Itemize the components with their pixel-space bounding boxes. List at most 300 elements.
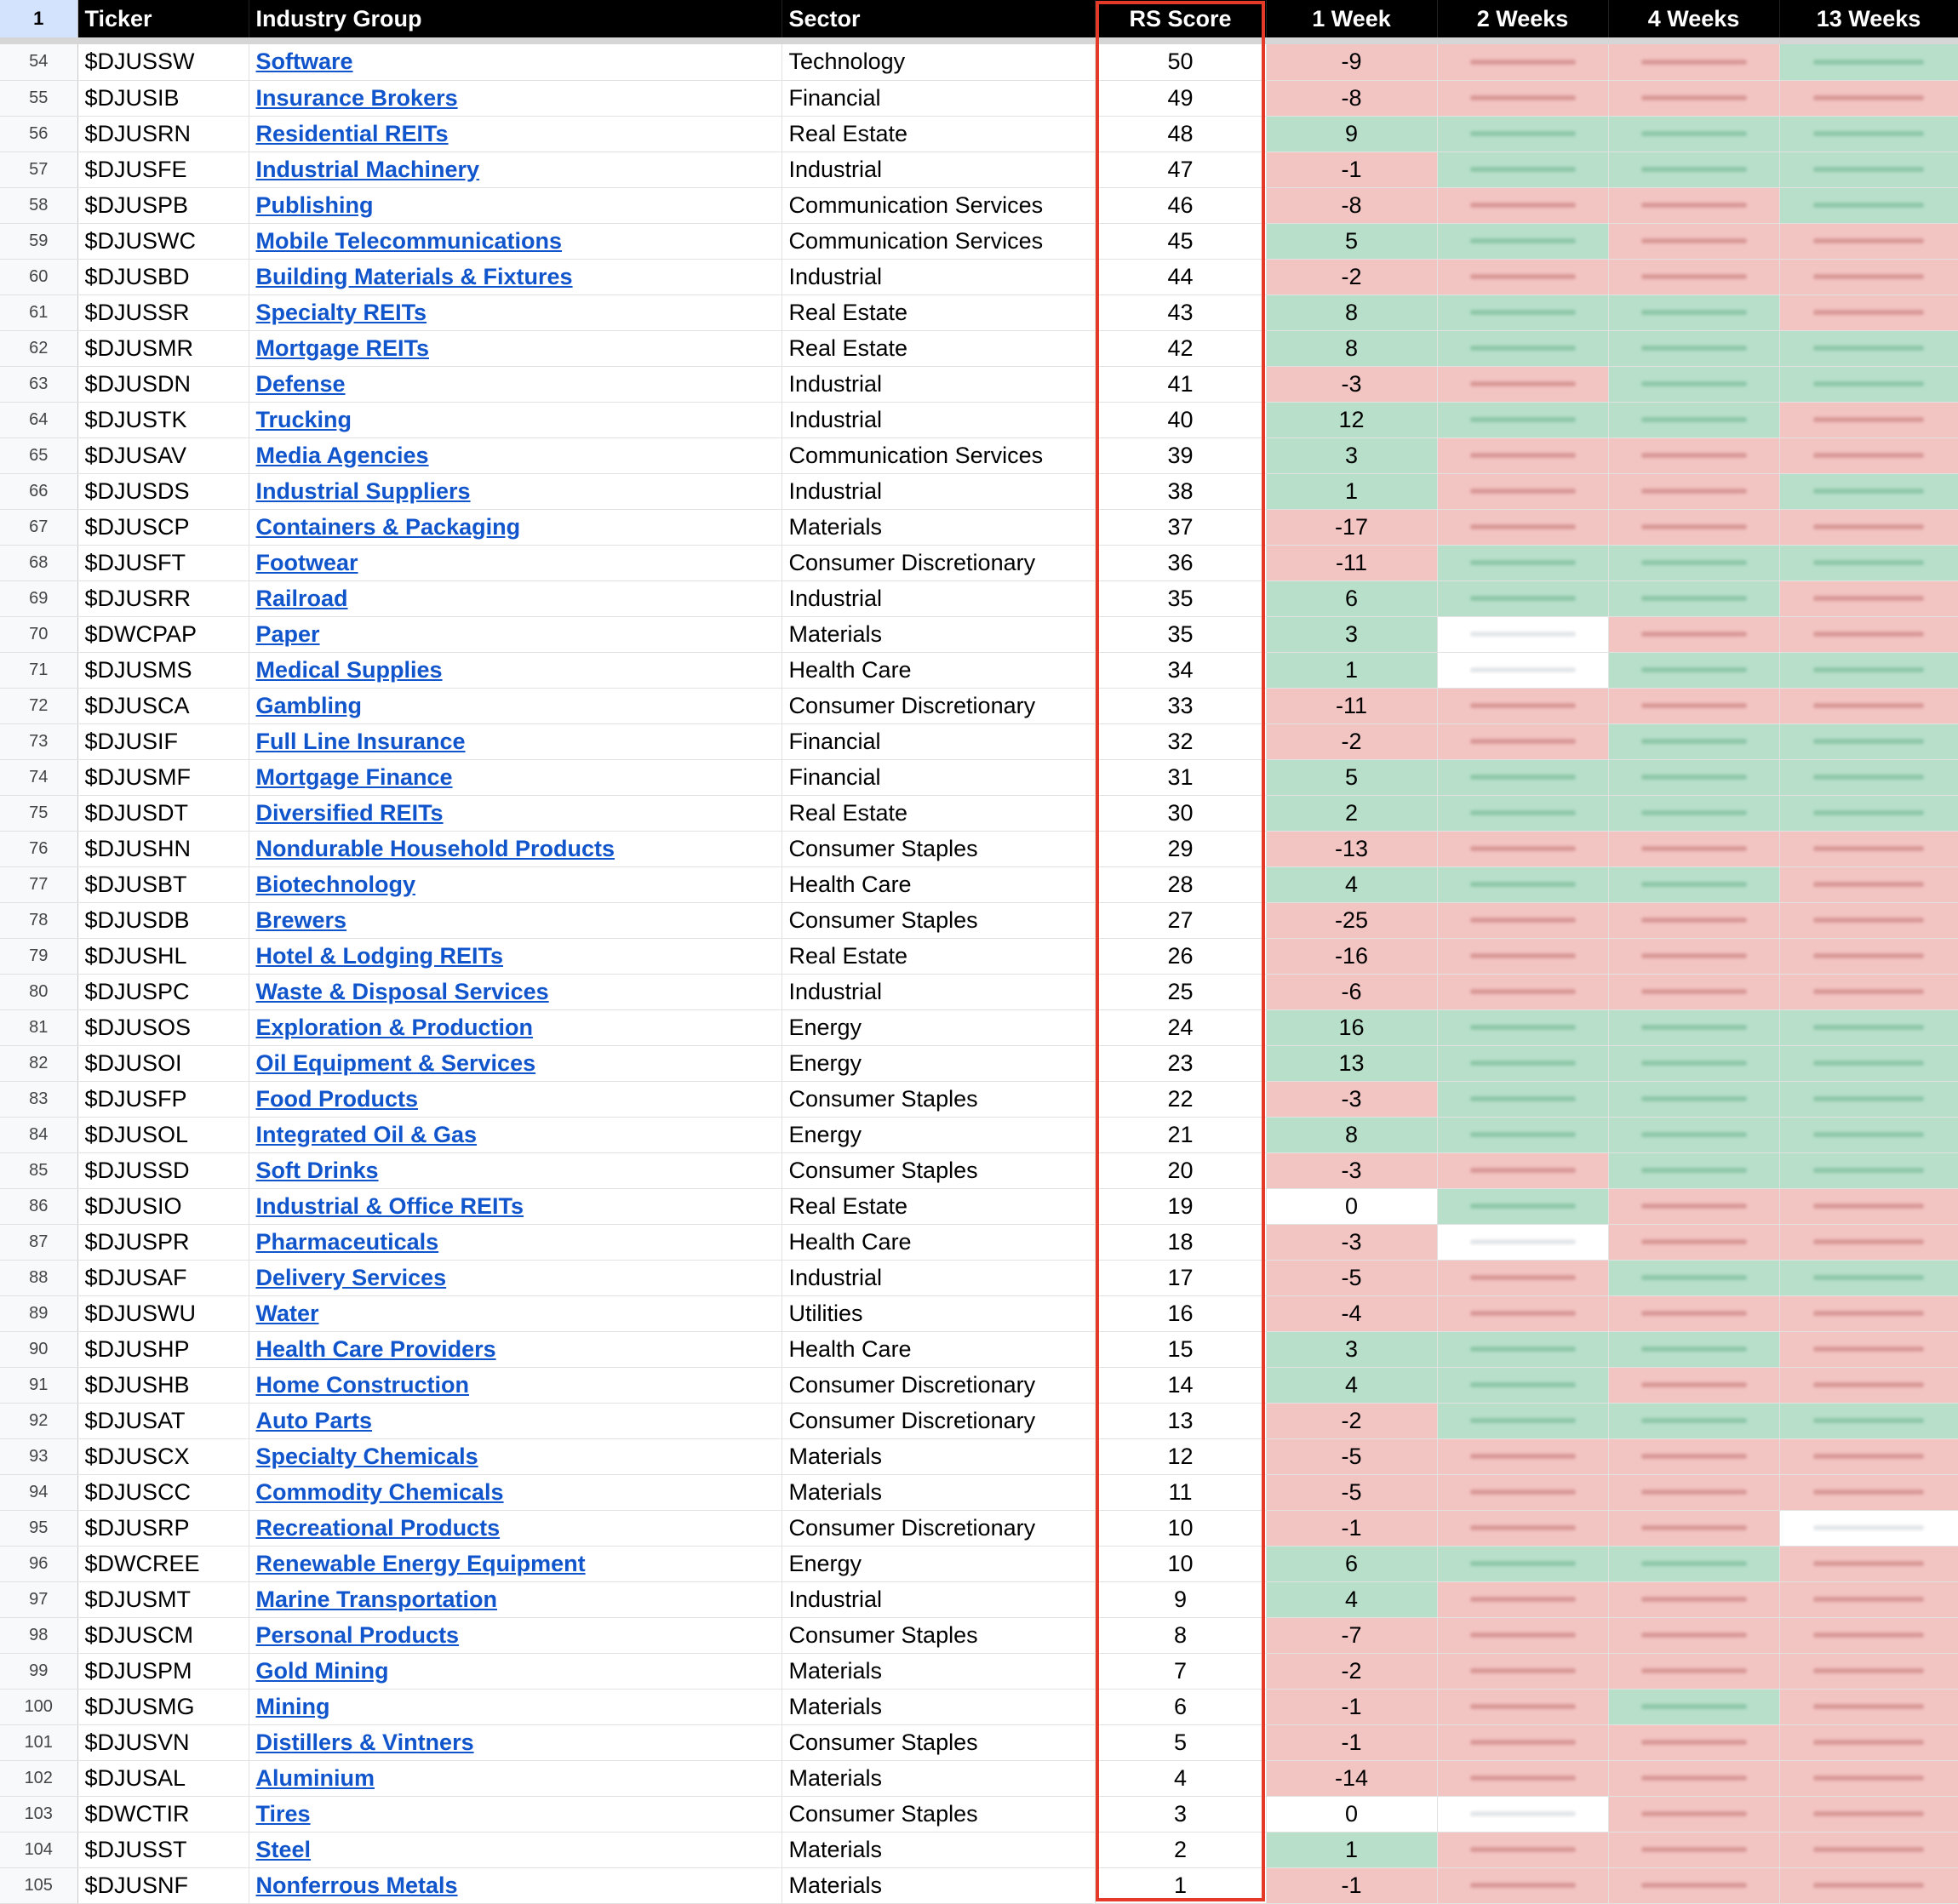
table-row[interactable] xyxy=(0,44,1958,80)
industry-group-cell[interactable] xyxy=(249,1438,781,1474)
change-2-weeks-cell-redacted[interactable] xyxy=(1437,152,1608,187)
sector-cell[interactable]: Health Care xyxy=(781,652,1095,688)
rs-score-cell[interactable]: 3 xyxy=(1095,1796,1266,1832)
change-2-weeks-cell-redacted[interactable] xyxy=(1437,902,1608,938)
change-4-weeks-cell-redacted[interactable] xyxy=(1608,44,1779,80)
rs-score-cell[interactable]: 31 xyxy=(1095,759,1266,795)
rs-score-cell[interactable]: 20 xyxy=(1095,1152,1266,1188)
industry-group-cell[interactable] xyxy=(249,1152,781,1188)
change-4-weeks-cell-redacted[interactable] xyxy=(1608,1403,1779,1438)
change-2-weeks-cell-redacted[interactable] xyxy=(1437,652,1608,688)
change-1-week-cell[interactable]: -16 xyxy=(1266,938,1437,974)
change-4-weeks-cell-redacted[interactable] xyxy=(1608,1867,1779,1903)
row-number[interactable]: 100 xyxy=(0,1689,77,1724)
change-1-week-cell[interactable]: -1 xyxy=(1266,1510,1437,1546)
industry-group-link[interactable]: Integrated Oil & Gas xyxy=(255,1121,478,1147)
change-1-week-cell[interactable]: 2 xyxy=(1266,795,1437,831)
row-number[interactable]: 65 xyxy=(0,437,77,473)
industry-group-link[interactable]: Nonferrous Metals xyxy=(255,1872,458,1898)
change-13-weeks-cell-redacted[interactable] xyxy=(1779,652,1958,688)
rs-score-cell[interactable]: 23 xyxy=(1095,1045,1266,1081)
industry-group-link[interactable]: Mortgage REITs xyxy=(255,334,430,361)
table-row[interactable] xyxy=(0,545,1958,580)
change-1-week-cell[interactable]: -8 xyxy=(1266,80,1437,116)
change-2-weeks-cell-redacted[interactable] xyxy=(1437,1867,1608,1903)
change-4-weeks-cell-redacted[interactable] xyxy=(1608,1295,1779,1331)
change-1-week-cell[interactable]: -3 xyxy=(1266,1081,1437,1117)
row-number[interactable]: 74 xyxy=(0,759,77,795)
industry-group-cell[interactable] xyxy=(249,473,781,509)
sector-cell[interactable]: Real Estate xyxy=(781,116,1095,152)
table-row[interactable] xyxy=(0,1689,1958,1724)
change-2-weeks-cell-redacted[interactable] xyxy=(1437,831,1608,866)
table-row[interactable] xyxy=(0,80,1958,116)
rs-score-cell[interactable]: 21 xyxy=(1095,1117,1266,1152)
sector-cell[interactable]: Materials xyxy=(781,1653,1095,1689)
table-row[interactable] xyxy=(0,152,1958,187)
industry-group-cell[interactable] xyxy=(249,1760,781,1796)
row-number[interactable]: 86 xyxy=(0,1188,77,1224)
row-number[interactable]: 95 xyxy=(0,1510,77,1546)
sector-cell[interactable]: Industrial xyxy=(781,974,1095,1009)
industry-group-link[interactable]: Specialty REITs xyxy=(255,299,427,325)
row-number[interactable]: 93 xyxy=(0,1438,77,1474)
rs-score-cell[interactable]: 22 xyxy=(1095,1081,1266,1117)
rs-score-cell[interactable]: 41 xyxy=(1095,366,1266,402)
industry-group-link[interactable]: Gold Mining xyxy=(255,1657,389,1684)
change-13-weeks-cell-redacted[interactable] xyxy=(1779,580,1958,616)
row-number[interactable]: 54 xyxy=(0,44,77,80)
rs-score-cell[interactable]: 25 xyxy=(1095,974,1266,1009)
industry-group-cell[interactable] xyxy=(249,187,781,223)
change-4-weeks-cell-redacted[interactable] xyxy=(1608,437,1779,473)
change-2-weeks-cell-redacted[interactable] xyxy=(1437,116,1608,152)
sector-cell[interactable]: Consumer Discretionary xyxy=(781,545,1095,580)
industry-group-cell[interactable] xyxy=(249,1724,781,1760)
change-2-weeks-cell-redacted[interactable] xyxy=(1437,1689,1608,1724)
industry-group-cell[interactable] xyxy=(249,152,781,187)
industry-group-link[interactable]: Water xyxy=(255,1300,319,1326)
industry-group-link[interactable]: Full Line Insurance xyxy=(255,728,466,754)
change-2-weeks-cell-redacted[interactable] xyxy=(1437,509,1608,545)
industry-group-link[interactable]: Hotel & Lodging REITs xyxy=(255,942,503,969)
change-1-week-cell[interactable]: 5 xyxy=(1266,223,1437,259)
change-13-weeks-cell-redacted[interactable] xyxy=(1779,688,1958,723)
table-row[interactable] xyxy=(0,723,1958,759)
ticker-cell[interactable]: $DJUSDS xyxy=(77,473,249,509)
rs-score-cell[interactable]: 30 xyxy=(1095,795,1266,831)
change-13-weeks-cell-redacted[interactable] xyxy=(1779,616,1958,652)
industry-group-cell[interactable] xyxy=(249,1510,781,1546)
sector-cell[interactable]: Materials xyxy=(781,509,1095,545)
ticker-cell[interactable]: $DJUSMG xyxy=(77,1689,249,1724)
change-4-weeks-cell-redacted[interactable] xyxy=(1608,223,1779,259)
column-header-1-week[interactable]: 1 Week xyxy=(1266,0,1437,37)
table-row[interactable] xyxy=(0,902,1958,938)
change-1-week-cell[interactable]: -13 xyxy=(1266,831,1437,866)
rs-score-cell[interactable]: 35 xyxy=(1095,616,1266,652)
industry-group-cell[interactable] xyxy=(249,44,781,80)
rs-score-cell[interactable]: 12 xyxy=(1095,1438,1266,1474)
row-number[interactable]: 73 xyxy=(0,723,77,759)
industry-group-link[interactable]: Mining xyxy=(255,1693,330,1719)
rs-score-cell[interactable]: 40 xyxy=(1095,402,1266,437)
sector-cell[interactable]: Consumer Staples xyxy=(781,1617,1095,1653)
sector-cell[interactable]: Real Estate xyxy=(781,938,1095,974)
sector-cell[interactable]: Consumer Staples xyxy=(781,1796,1095,1832)
change-13-weeks-cell-redacted[interactable] xyxy=(1779,509,1958,545)
industry-group-cell[interactable] xyxy=(249,652,781,688)
row-number[interactable]: 70 xyxy=(0,616,77,652)
row-number[interactable]: 92 xyxy=(0,1403,77,1438)
industry-group-cell[interactable] xyxy=(249,1832,781,1867)
industry-group-cell[interactable] xyxy=(249,437,781,473)
sector-cell[interactable]: Energy xyxy=(781,1546,1095,1581)
industry-group-cell[interactable] xyxy=(249,723,781,759)
change-4-weeks-cell-redacted[interactable] xyxy=(1608,759,1779,795)
change-1-week-cell[interactable]: -6 xyxy=(1266,974,1437,1009)
sector-cell[interactable]: Energy xyxy=(781,1045,1095,1081)
change-1-week-cell[interactable]: -1 xyxy=(1266,1867,1437,1903)
sector-cell[interactable]: Consumer Staples xyxy=(781,1724,1095,1760)
industry-group-cell[interactable] xyxy=(249,1689,781,1724)
change-1-week-cell[interactable]: 13 xyxy=(1266,1045,1437,1081)
industry-group-link[interactable]: Footwear xyxy=(255,549,358,575)
row-number[interactable]: 69 xyxy=(0,580,77,616)
change-1-week-cell[interactable]: 1 xyxy=(1266,473,1437,509)
industry-group-cell[interactable] xyxy=(249,1653,781,1689)
change-4-weeks-cell-redacted[interactable] xyxy=(1608,580,1779,616)
rs-score-cell[interactable]: 26 xyxy=(1095,938,1266,974)
change-13-weeks-cell-redacted[interactable] xyxy=(1779,1295,1958,1331)
change-4-weeks-cell-redacted[interactable] xyxy=(1608,80,1779,116)
industry-group-cell[interactable] xyxy=(249,759,781,795)
industry-group-cell[interactable] xyxy=(249,1403,781,1438)
table-row[interactable] xyxy=(0,1760,1958,1796)
industry-group-link[interactable]: Nondurable Household Products xyxy=(255,835,615,861)
change-4-weeks-cell-redacted[interactable] xyxy=(1608,902,1779,938)
rs-score-cell[interactable]: 43 xyxy=(1095,294,1266,330)
industry-group-cell[interactable] xyxy=(249,1260,781,1295)
ticker-cell[interactable]: $DJUSRR xyxy=(77,580,249,616)
change-1-week-cell[interactable]: 3 xyxy=(1266,1331,1437,1367)
ticker-cell[interactable]: $DJUSOI xyxy=(77,1045,249,1081)
row-number[interactable]: 99 xyxy=(0,1653,77,1689)
table-row[interactable] xyxy=(0,259,1958,294)
sector-cell[interactable]: Energy xyxy=(781,1009,1095,1045)
change-2-weeks-cell-redacted[interactable] xyxy=(1437,1403,1608,1438)
industry-group-link[interactable]: Renewable Energy Equipment xyxy=(255,1550,586,1576)
change-13-weeks-cell-redacted[interactable] xyxy=(1779,1081,1958,1117)
change-2-weeks-cell-redacted[interactable] xyxy=(1437,1224,1608,1260)
change-1-week-cell[interactable]: -14 xyxy=(1266,1760,1437,1796)
ticker-cell[interactable]: $DJUSCP xyxy=(77,509,249,545)
industry-group-link[interactable]: Soft Drinks xyxy=(255,1157,379,1183)
ticker-cell[interactable]: $DJUSMR xyxy=(77,330,249,366)
ticker-cell[interactable]: $DWCREE xyxy=(77,1546,249,1581)
change-4-weeks-cell-redacted[interactable] xyxy=(1608,688,1779,723)
sector-cell[interactable]: Utilities xyxy=(781,1295,1095,1331)
change-2-weeks-cell-redacted[interactable] xyxy=(1437,1009,1608,1045)
change-2-weeks-cell-redacted[interactable] xyxy=(1437,366,1608,402)
change-13-weeks-cell-redacted[interactable] xyxy=(1779,1581,1958,1617)
change-13-weeks-cell-redacted[interactable] xyxy=(1779,866,1958,902)
change-1-week-cell[interactable]: 9 xyxy=(1266,116,1437,152)
sector-cell[interactable]: Industrial xyxy=(781,580,1095,616)
change-2-weeks-cell-redacted[interactable] xyxy=(1437,688,1608,723)
row-number[interactable]: 55 xyxy=(0,80,77,116)
sector-cell[interactable]: Consumer Staples xyxy=(781,831,1095,866)
row-number[interactable]: 61 xyxy=(0,294,77,330)
row-number-header[interactable]: 1 xyxy=(0,0,77,37)
table-row[interactable] xyxy=(0,1367,1958,1403)
ticker-cell[interactable]: $DJUSIO xyxy=(77,1188,249,1224)
change-2-weeks-cell-redacted[interactable] xyxy=(1437,259,1608,294)
change-2-weeks-cell-redacted[interactable] xyxy=(1437,1474,1608,1510)
industry-group-cell[interactable] xyxy=(249,580,781,616)
change-13-weeks-cell-redacted[interactable] xyxy=(1779,44,1958,80)
table-row[interactable] xyxy=(0,1653,1958,1689)
sector-cell[interactable]: Materials xyxy=(781,1760,1095,1796)
table-row[interactable] xyxy=(0,652,1958,688)
table-row[interactable] xyxy=(0,1331,1958,1367)
rs-score-cell[interactable]: 1 xyxy=(1095,1867,1266,1903)
table-row[interactable] xyxy=(0,1224,1958,1260)
change-2-weeks-cell-redacted[interactable] xyxy=(1437,80,1608,116)
change-13-weeks-cell-redacted[interactable] xyxy=(1779,1832,1958,1867)
change-1-week-cell[interactable]: -1 xyxy=(1266,1724,1437,1760)
industry-group-link[interactable]: Steel xyxy=(255,1836,312,1862)
change-4-weeks-cell-redacted[interactable] xyxy=(1608,1581,1779,1617)
industry-group-link[interactable]: Building Materials & Fixtures xyxy=(255,263,573,289)
change-2-weeks-cell-redacted[interactable] xyxy=(1437,1081,1608,1117)
ticker-cell[interactable]: $DJUSFP xyxy=(77,1081,249,1117)
change-13-weeks-cell-redacted[interactable] xyxy=(1779,974,1958,1009)
rs-score-cell[interactable]: 44 xyxy=(1095,259,1266,294)
ticker-cell[interactable]: $DJUSFE xyxy=(77,152,249,187)
change-2-weeks-cell-redacted[interactable] xyxy=(1437,759,1608,795)
change-13-weeks-cell-redacted[interactable] xyxy=(1779,437,1958,473)
industry-group-cell[interactable] xyxy=(249,330,781,366)
change-13-weeks-cell-redacted[interactable] xyxy=(1779,831,1958,866)
rs-score-cell[interactable]: 11 xyxy=(1095,1474,1266,1510)
change-13-weeks-cell-redacted[interactable] xyxy=(1779,80,1958,116)
ticker-cell[interactable]: $DJUSDN xyxy=(77,366,249,402)
rs-score-cell[interactable]: 50 xyxy=(1095,44,1266,80)
sector-cell[interactable]: Real Estate xyxy=(781,795,1095,831)
industry-group-cell[interactable] xyxy=(249,1224,781,1260)
change-1-week-cell[interactable]: 0 xyxy=(1266,1796,1437,1832)
column-header-rs-score[interactable]: RS Score xyxy=(1095,0,1266,37)
industry-group-link[interactable]: Publishing xyxy=(255,192,374,218)
change-1-week-cell[interactable]: 1 xyxy=(1266,1832,1437,1867)
industry-group-cell[interactable] xyxy=(249,1009,781,1045)
industry-group-cell[interactable] xyxy=(249,1367,781,1403)
industry-group-link[interactable]: Brewers xyxy=(255,906,347,933)
change-1-week-cell[interactable]: -1 xyxy=(1266,152,1437,187)
change-4-weeks-cell-redacted[interactable] xyxy=(1608,1474,1779,1510)
table-row[interactable] xyxy=(0,1081,1958,1117)
change-2-weeks-cell-redacted[interactable] xyxy=(1437,974,1608,1009)
change-2-weeks-cell-redacted[interactable] xyxy=(1437,1832,1608,1867)
ticker-cell[interactable]: $DJUSMT xyxy=(77,1581,249,1617)
change-13-weeks-cell-redacted[interactable] xyxy=(1779,723,1958,759)
sector-cell[interactable]: Health Care xyxy=(781,866,1095,902)
industry-group-link[interactable]: Health Care Providers xyxy=(255,1335,496,1362)
industry-group-link[interactable]: Tires xyxy=(255,1800,311,1827)
sector-cell[interactable]: Real Estate xyxy=(781,1188,1095,1224)
change-13-weeks-cell-redacted[interactable] xyxy=(1779,795,1958,831)
sector-cell[interactable]: Technology xyxy=(781,44,1095,80)
change-2-weeks-cell-redacted[interactable] xyxy=(1437,1546,1608,1581)
change-2-weeks-cell-redacted[interactable] xyxy=(1437,44,1608,80)
industry-group-link[interactable]: Oil Equipment & Services xyxy=(255,1049,536,1076)
change-1-week-cell[interactable]: 3 xyxy=(1266,437,1437,473)
change-1-week-cell[interactable]: -2 xyxy=(1266,1653,1437,1689)
change-1-week-cell[interactable]: -3 xyxy=(1266,1224,1437,1260)
table-row[interactable] xyxy=(0,402,1958,437)
column-header-ticker[interactable]: Ticker xyxy=(77,0,249,37)
industry-group-cell[interactable] xyxy=(249,294,781,330)
table-row[interactable] xyxy=(0,294,1958,330)
change-4-weeks-cell-redacted[interactable] xyxy=(1608,795,1779,831)
change-4-weeks-cell-redacted[interactable] xyxy=(1608,1546,1779,1581)
table-row[interactable] xyxy=(0,116,1958,152)
row-number[interactable]: 67 xyxy=(0,509,77,545)
row-number[interactable]: 88 xyxy=(0,1260,77,1295)
industry-group-cell[interactable] xyxy=(249,688,781,723)
change-4-weeks-cell-redacted[interactable] xyxy=(1608,1045,1779,1081)
industry-group-cell[interactable] xyxy=(249,1581,781,1617)
ticker-cell[interactable]: $DJUSCM xyxy=(77,1617,249,1653)
sector-cell[interactable]: Materials xyxy=(781,1438,1095,1474)
table-row[interactable] xyxy=(0,1045,1958,1081)
industry-group-cell[interactable] xyxy=(249,223,781,259)
industry-group-link[interactable]: Insurance Brokers xyxy=(255,84,458,111)
change-2-weeks-cell-redacted[interactable] xyxy=(1437,1152,1608,1188)
sector-cell[interactable]: Materials xyxy=(781,1832,1095,1867)
change-4-weeks-cell-redacted[interactable] xyxy=(1608,1331,1779,1367)
change-13-weeks-cell-redacted[interactable] xyxy=(1779,259,1958,294)
rs-score-cell[interactable]: 9 xyxy=(1095,1581,1266,1617)
industry-group-cell[interactable] xyxy=(249,1295,781,1331)
rs-score-cell[interactable]: 34 xyxy=(1095,652,1266,688)
change-2-weeks-cell-redacted[interactable] xyxy=(1437,294,1608,330)
industry-group-cell[interactable] xyxy=(249,1796,781,1832)
change-13-weeks-cell-redacted[interactable] xyxy=(1779,1546,1958,1581)
industry-group-cell[interactable] xyxy=(249,259,781,294)
change-4-weeks-cell-redacted[interactable] xyxy=(1608,259,1779,294)
table-row[interactable] xyxy=(0,1474,1958,1510)
row-number[interactable]: 77 xyxy=(0,866,77,902)
table-row[interactable] xyxy=(0,1295,1958,1331)
industry-group-link[interactable]: Diversified REITs xyxy=(255,799,444,826)
ticker-cell[interactable]: $DJUSBT xyxy=(77,866,249,902)
change-1-week-cell[interactable]: -4 xyxy=(1266,1295,1437,1331)
ticker-cell[interactable]: $DJUSSW xyxy=(77,44,249,80)
column-header-2-weeks[interactable]: 2 Weeks xyxy=(1437,0,1608,37)
change-2-weeks-cell-redacted[interactable] xyxy=(1437,1724,1608,1760)
sector-cell[interactable]: Real Estate xyxy=(781,330,1095,366)
industry-group-cell[interactable] xyxy=(249,1045,781,1081)
table-row[interactable] xyxy=(0,1009,1958,1045)
change-1-week-cell[interactable]: -11 xyxy=(1266,688,1437,723)
row-number[interactable]: 60 xyxy=(0,259,77,294)
table-row[interactable] xyxy=(0,1152,1958,1188)
rs-score-cell[interactable]: 35 xyxy=(1095,580,1266,616)
industry-group-cell[interactable] xyxy=(249,974,781,1009)
change-4-weeks-cell-redacted[interactable] xyxy=(1608,616,1779,652)
change-13-weeks-cell-redacted[interactable] xyxy=(1779,1045,1958,1081)
ticker-cell[interactable]: $DJUSWC xyxy=(77,223,249,259)
change-1-week-cell[interactable]: -5 xyxy=(1266,1474,1437,1510)
row-number[interactable]: 75 xyxy=(0,795,77,831)
row-number[interactable]: 79 xyxy=(0,938,77,974)
change-4-weeks-cell-redacted[interactable] xyxy=(1608,1617,1779,1653)
industry-group-link[interactable]: Trucking xyxy=(255,406,352,432)
change-1-week-cell[interactable]: 3 xyxy=(1266,616,1437,652)
change-2-weeks-cell-redacted[interactable] xyxy=(1437,1581,1608,1617)
sector-cell[interactable]: Health Care xyxy=(781,1331,1095,1367)
rs-score-cell[interactable]: 32 xyxy=(1095,723,1266,759)
row-number[interactable]: 104 xyxy=(0,1832,77,1867)
column-header-13-weeks[interactable]: 13 Weeks xyxy=(1779,0,1958,37)
table-row[interactable] xyxy=(0,1188,1958,1224)
rs-score-cell[interactable]: 14 xyxy=(1095,1367,1266,1403)
industry-group-link[interactable]: Delivery Services xyxy=(255,1264,447,1290)
change-2-weeks-cell-redacted[interactable] xyxy=(1437,187,1608,223)
ticker-cell[interactable]: $DJUSBD xyxy=(77,259,249,294)
sector-cell[interactable]: Consumer Staples xyxy=(781,1081,1095,1117)
industry-group-link[interactable]: Industrial & Office REITs xyxy=(255,1192,524,1219)
table-row[interactable] xyxy=(0,866,1958,902)
ticker-cell[interactable]: $DJUSSR xyxy=(77,294,249,330)
industry-group-link[interactable]: Marine Transportation xyxy=(255,1586,498,1612)
change-13-weeks-cell-redacted[interactable] xyxy=(1779,1224,1958,1260)
table-row[interactable] xyxy=(0,187,1958,223)
table-row[interactable] xyxy=(0,1796,1958,1832)
ticker-cell[interactable]: $DJUSDB xyxy=(77,902,249,938)
table-row[interactable] xyxy=(0,1867,1958,1903)
change-13-weeks-cell-redacted[interactable] xyxy=(1779,1760,1958,1796)
change-1-week-cell[interactable]: -1 xyxy=(1266,1689,1437,1724)
ticker-cell[interactable]: $DJUSPC xyxy=(77,974,249,1009)
ticker-cell[interactable]: $DJUSHL xyxy=(77,938,249,974)
change-4-weeks-cell-redacted[interactable] xyxy=(1608,652,1779,688)
rs-score-cell[interactable]: 16 xyxy=(1095,1295,1266,1331)
industry-group-cell[interactable] xyxy=(249,1474,781,1510)
sector-cell[interactable]: Health Care xyxy=(781,1224,1095,1260)
table-row[interactable] xyxy=(0,688,1958,723)
change-4-weeks-cell-redacted[interactable] xyxy=(1608,1117,1779,1152)
ticker-cell[interactable]: $DJUSCX xyxy=(77,1438,249,1474)
industry-group-cell[interactable] xyxy=(249,616,781,652)
rs-score-cell[interactable]: 38 xyxy=(1095,473,1266,509)
industry-group-link[interactable]: Distillers & Vintners xyxy=(255,1729,474,1755)
change-1-week-cell[interactable]: -3 xyxy=(1266,1152,1437,1188)
row-number[interactable]: 81 xyxy=(0,1009,77,1045)
sector-cell[interactable]: Industrial xyxy=(781,473,1095,509)
row-number[interactable]: 72 xyxy=(0,688,77,723)
sector-cell[interactable]: Materials xyxy=(781,616,1095,652)
change-4-weeks-cell-redacted[interactable] xyxy=(1608,1832,1779,1867)
table-row[interactable] xyxy=(0,1438,1958,1474)
rs-score-cell[interactable]: 46 xyxy=(1095,187,1266,223)
ticker-cell[interactable]: $DJUSVN xyxy=(77,1724,249,1760)
change-13-weeks-cell-redacted[interactable] xyxy=(1779,187,1958,223)
change-1-week-cell[interactable]: -8 xyxy=(1266,187,1437,223)
industry-group-cell[interactable] xyxy=(249,366,781,402)
